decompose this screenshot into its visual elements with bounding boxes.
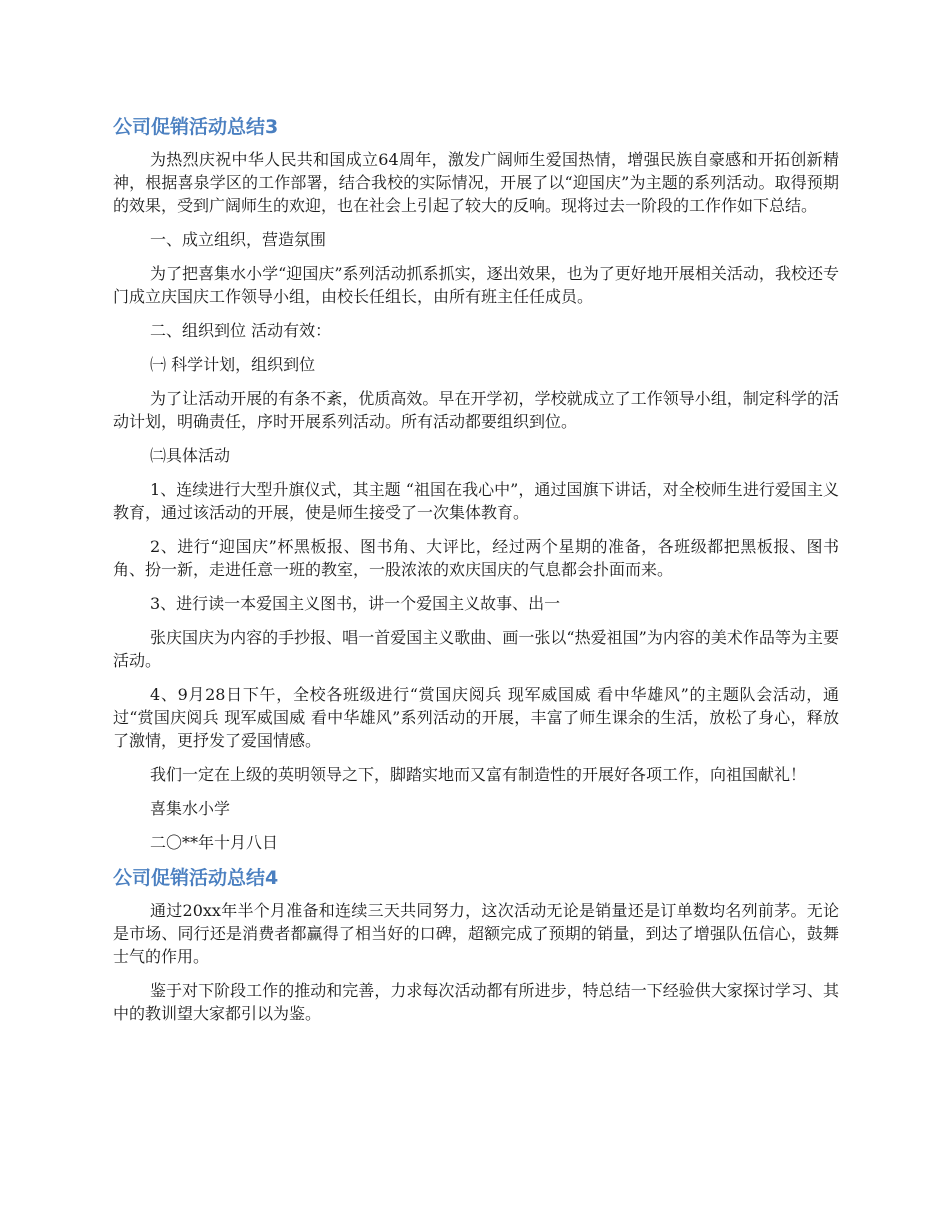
document-page <box>113 108 839 1036</box>
paragraph: 鉴于对下阶段工作的推动和完善，力求每次活动都有所进步，特总结一下经验供大家探讨学习、其中的教训望大家都引以为鉴。 <box>113 981 839 1023</box>
subheading-activities: 二、组织到位 活动有效： <box>150 321 332 340</box>
subheading-organization: 一、成立组织，营造氛围 <box>150 230 327 249</box>
section-summary-3 <box>113 114 839 854</box>
list-item: 2、进行“迎国庆”杯黑板报、图书角、大评比，经过两个星期的准备，各班级都把黑板报、图书角、扮一新，走进任意一班的教室，一股浓浓的欢庆国庆的气息都会扑面而来。 <box>113 537 839 579</box>
list-item: 3、进行读一本爱国主义图书，讲一个爱国主义故事、出一 <box>150 594 561 613</box>
paragraph: 我们一定在上级的英明领导之下，脚踏实地而又富有制造性的开展好各项工作，向祖国献礼！ <box>150 765 807 784</box>
paragraph: 为了把喜集水小学“迎国庆”系列活动抓系抓实，逐出效果，也为了更好地开展相关活动，我校还专门成立庆国庆工作领导小组，由校长任组长，由所有班主任任成员。 <box>113 264 839 306</box>
list-item: 4、9月28日下午，全校各班级进行“赏国庆阅兵 现军威国威 看中华雄风”的主题队会活动，通过“赏国庆阅兵 现军威国威 看中华雄风”系列活动的开展，丰富了师生课余的生活，放松了身心，释放了激情，更抒发了爱国情感。 <box>113 685 839 750</box>
signature-school: 喜集水小学 <box>150 799 231 818</box>
signature-date: 二〇**年十月八日 <box>150 833 279 852</box>
section-summary-4 <box>113 865 839 1025</box>
section-heading: 公司促销活动总结4 <box>113 867 279 889</box>
subheading-specific-activities: ㈡具体活动 <box>150 446 231 465</box>
subheading-planning: ㈠ 科学计划，组织到位 <box>150 355 316 374</box>
paragraph: 张庆国庆为内容的手抄报、唱一首爱国主义歌曲、画一张以“热爱祖国”为内容的美术作品等为主要活动。 <box>113 628 839 670</box>
section-heading: 公司促销活动总结3 <box>113 116 279 138</box>
paragraph: 为热烈庆祝中华人民共和国成立64周年，激发广阔师生爱国热情，增强民族自豪感和开拓创新精神，根据喜泉学区的工作部署，结合我校的实际情况，开展了以“迎国庆”为主题的系列活动。取得预期的效果，受到广阔师生的欢迎，也在社会上引起了较大的反响。现将过去一阶段的工作作如下总结。 <box>113 150 839 215</box>
paragraph: 为了让活动开展的有条不紊，优质高效。早在开学初，学校就成立了工作领导小组，制定科学的活动计划，明确责任，序时开展系列活动。所有活动都要组织到位。 <box>113 389 839 431</box>
paragraph: 通过20xx年半个月准备和连续三天共同努力，这次活动无论是销量还是订单数均名列前茅。无论是市场、同行还是消费者都赢得了相当好的口碑，超额完成了预期的销量，到达了增强队伍信心，鼓舞士气的作用。 <box>113 901 839 966</box>
list-item: 1、连续进行大型升旗仪式，其主题 “祖国在我心中”，通过国旗下讲话，对全校师生进行爱国主义教育，通过该活动的开展，使是师生接受了一次集体教育。 <box>113 480 839 522</box>
